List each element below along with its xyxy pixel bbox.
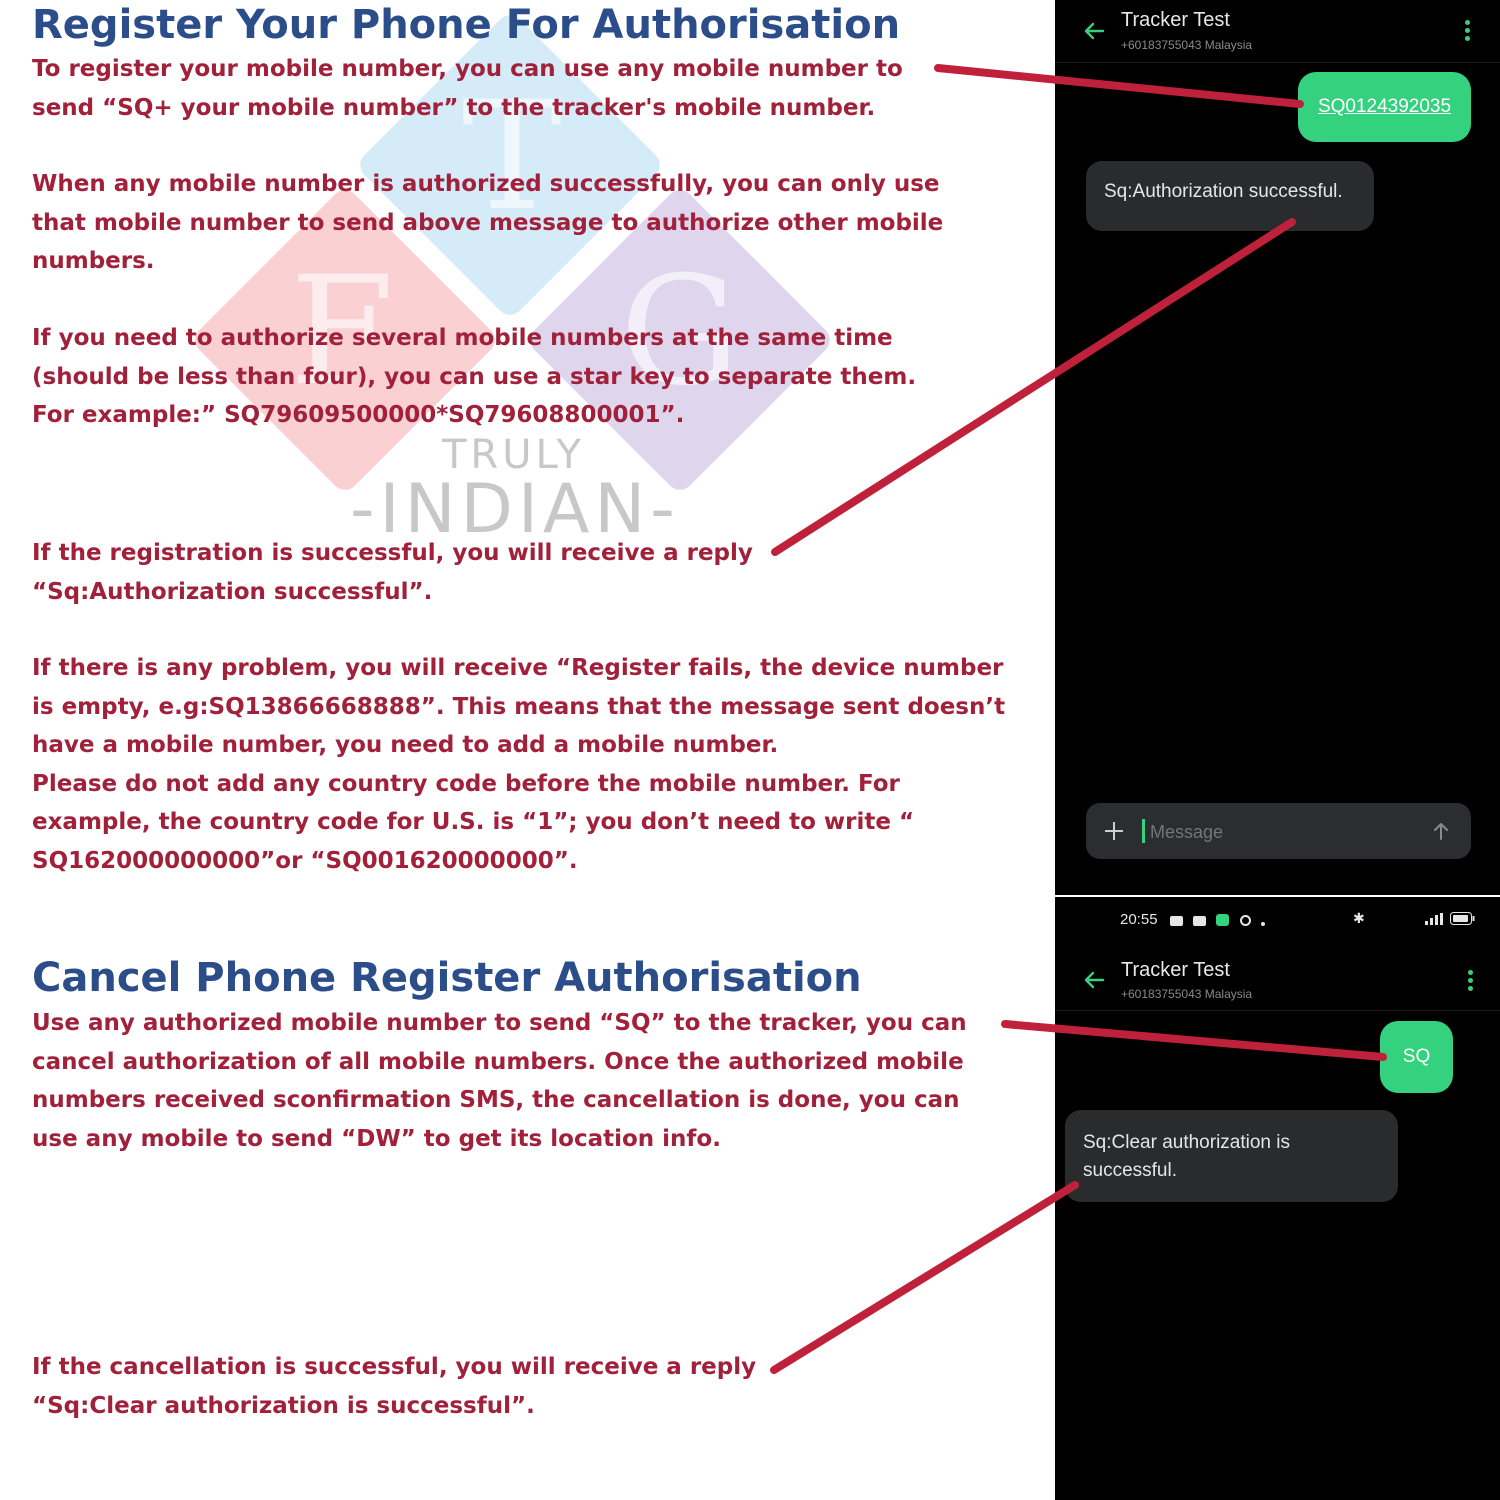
register-paragraph-5: If there is any problem, you will receive “Register fails, the device number is empty, e.g:SQ13866668888”. This means that the message sent doesn’t have a mobile number, you need to add a mobile number. Please do not add any country code before the mobile number. For example, the country code for U.S. is “1”; you don’t need to write “ SQ162000000000”or “SQ001620000000”. xyxy=(32,655,1006,874)
register-paragraph-2: When any mobile number is authorized successfully, you can only use that mobile number to send above message to authorize other mobile numbers. xyxy=(32,171,944,275)
pointer-line-reply-cancel xyxy=(774,1185,1075,1370)
watermark-letter-f: F xyxy=(290,245,395,419)
cancel-paragraph-1: Use any authorized mobile number to send “SQ” to the tracker, you can cancel authorization of all mobile numbers. Once the authorized mobile numbers received sconfirmation SMS, the cancellation is done, you can use any mobile to send “DW” to get its location info. xyxy=(32,1010,967,1152)
sent-message-text: SQ xyxy=(1402,1046,1431,1067)
contact-number: +60183755043 Malaysia xyxy=(1121,38,1253,52)
contact-number: +60183755043 Malaysia xyxy=(1121,987,1253,1001)
watermark-letter-g: G xyxy=(620,245,740,419)
watermark-indian: -INDIAN- xyxy=(350,470,680,549)
received-message-text: Sq:Authorization successful. xyxy=(1104,181,1343,202)
pointer-line-sent-register xyxy=(938,68,1300,104)
register-paragraph-1: To register your mobile number, you can use any mobile number to send “SQ+ your mobile number” to the tracker's mobile number. xyxy=(32,56,903,121)
pointer-line-reply-register xyxy=(775,222,1292,552)
received-message-text: Sq:Clear authorization is successful. xyxy=(1083,1132,1290,1181)
bluetooth-icon: ✱ xyxy=(1353,910,1365,926)
contact-name: Tracker Test xyxy=(1121,959,1230,981)
watermark-letter-t: T xyxy=(462,70,563,244)
watermark-truly: TRULY xyxy=(442,432,585,478)
register-heading: Register Your Phone For Authorisation xyxy=(32,2,901,48)
pointer-line-sent-cancel xyxy=(1005,1024,1383,1057)
cancel-paragraph-2: If the cancellation is successful, you will receive a reply “Sq:Clear authorization is successful”. xyxy=(32,1354,757,1419)
status-time: 20:55 xyxy=(1120,911,1158,928)
contact-name: Tracker Test xyxy=(1121,9,1230,31)
register-paragraph-4: If the registration is successful, you will receive a reply “Sq:Authorization successful”. xyxy=(32,540,753,605)
cancel-heading: Cancel Phone Register Authorisation xyxy=(32,955,862,1001)
register-paragraph-3: If you need to authorize several mobile numbers at the same time (should be less than four), you can use a star key to separate them. For example:” SQ79609500000*SQ79608800001”. xyxy=(32,325,917,429)
sent-message-text: SQ0124392035 xyxy=(1317,96,1452,117)
